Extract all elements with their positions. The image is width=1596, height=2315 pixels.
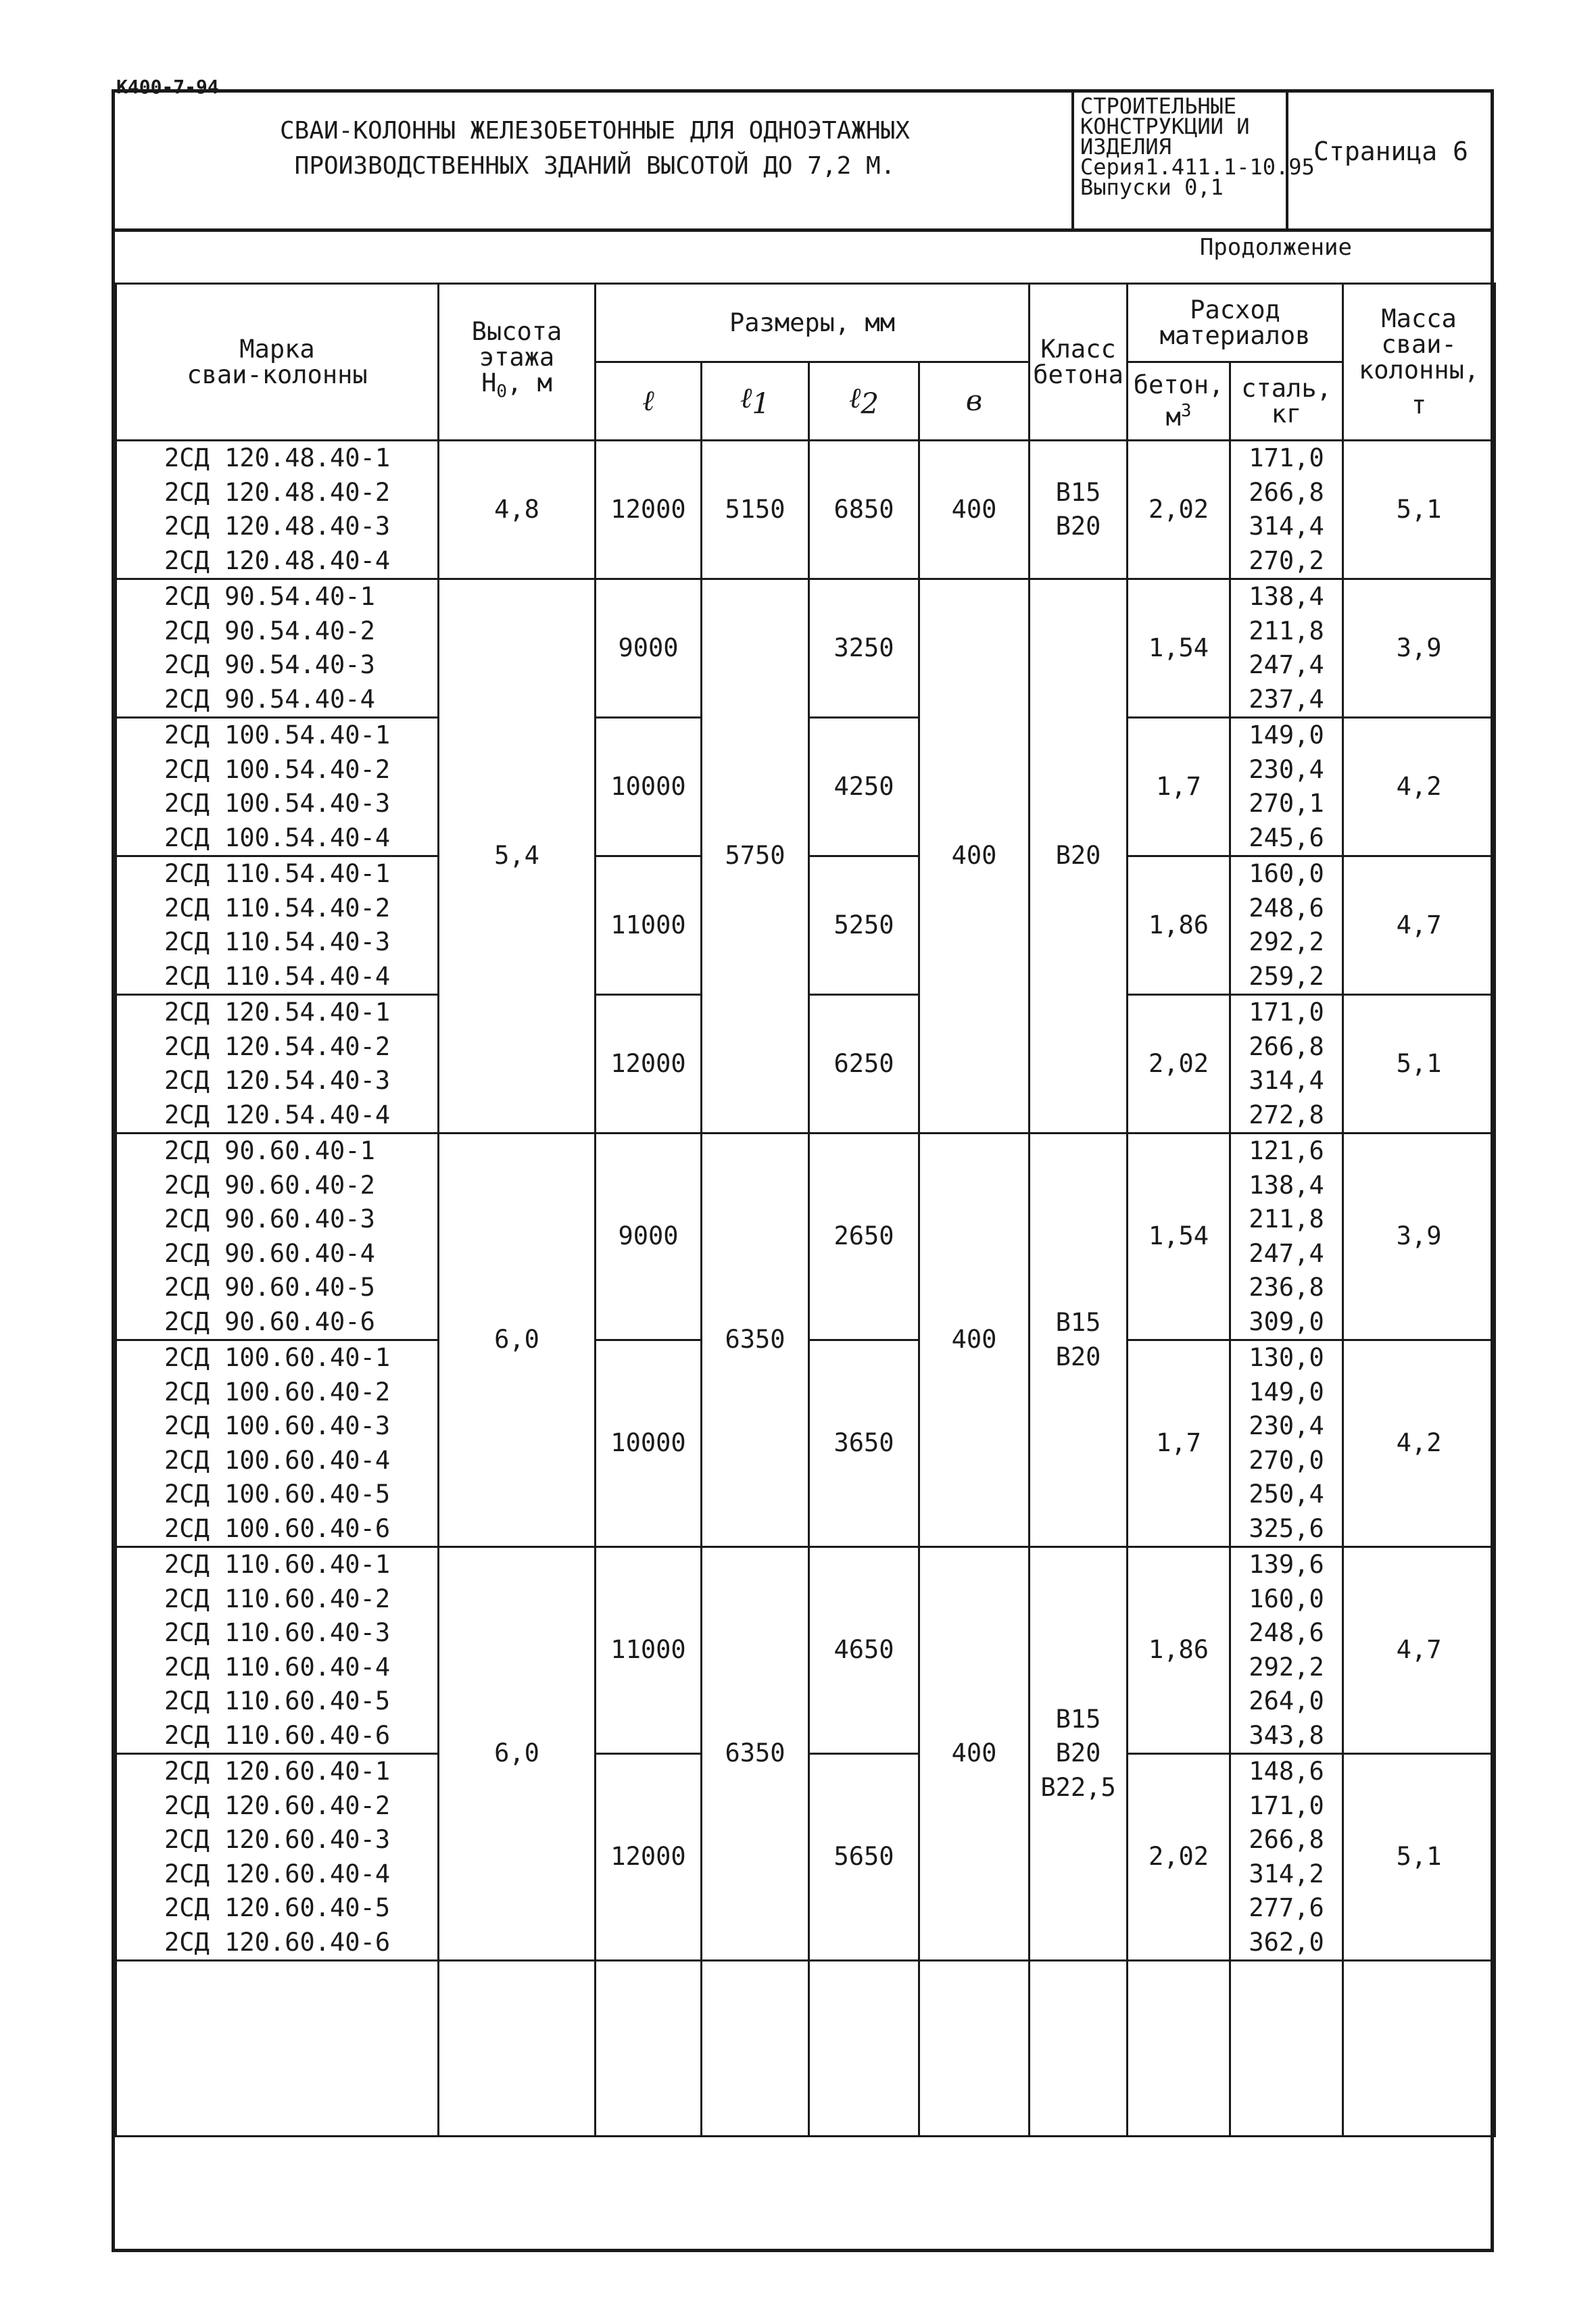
concrete-volume-cell: 1,54 bbox=[1128, 579, 1230, 718]
l2-cell: 6850 bbox=[809, 441, 919, 579]
stamp-line-2: КОНСТРУКЦИИ И bbox=[1080, 114, 1250, 139]
table-row bbox=[116, 579, 1495, 718]
header-l2: ℓ$_2$ bbox=[809, 362, 919, 441]
stamp-line-3: ИЗДЕЛИЯ bbox=[1080, 134, 1171, 160]
mass-cell: 5,1 bbox=[1343, 1754, 1495, 1961]
concrete-class-cell: B15 B20 bbox=[1030, 441, 1128, 579]
header-b: в bbox=[919, 362, 1030, 441]
stamp-line-1: СТРОИТЕЛЬНЫЕ bbox=[1080, 93, 1237, 119]
l1-cell: 6350 bbox=[702, 1134, 809, 1547]
mark-cell: 2СД 120.54.40-1 2СД 120.54.40-2 2СД 120.54.40-3 2СД 120.54.40-4 bbox=[116, 995, 439, 1134]
l2-cell: 4650 bbox=[809, 1547, 919, 1754]
steel-cell: 148,6 171,0 266,8 314,2 277,6 362,0 bbox=[1230, 1754, 1343, 1961]
mass-cell: 5,1 bbox=[1343, 995, 1495, 1134]
table-header bbox=[116, 284, 1495, 441]
mass-cell: 5,1 bbox=[1343, 441, 1495, 579]
stamp-line-5: Выпуски 0,1 bbox=[1080, 174, 1224, 200]
b-cell: 400 bbox=[919, 1547, 1030, 1961]
mark-cell: 2СД 110.54.40-1 2СД 110.54.40-2 2СД 110.54.40-3 2СД 110.54.40-4 bbox=[116, 856, 439, 995]
l-cell: 10000 bbox=[596, 718, 702, 856]
empty-cell bbox=[1030, 1961, 1128, 2137]
empty-cell bbox=[1343, 1961, 1495, 2137]
title-line-2: ПРОИЗВОДСТВЕННЫХ ЗДАНИЙ ВЫСОТОЙ ДО 7,2 М. bbox=[294, 152, 896, 180]
mark-cell: 2СД 90.54.40-1 2СД 90.54.40-2 2СД 90.54.40-3 2СД 90.54.40-4 bbox=[116, 579, 439, 718]
mass-cell: 4,7 bbox=[1343, 856, 1495, 995]
concrete-volume-cell: 1,7 bbox=[1128, 718, 1230, 856]
concrete-volume-cell: 1,86 bbox=[1128, 1547, 1230, 1754]
l-cell: 11000 bbox=[596, 1547, 702, 1754]
b-cell: 400 bbox=[919, 579, 1030, 1134]
l-cell: 12000 bbox=[596, 441, 702, 579]
mass-cell: 3,9 bbox=[1343, 1134, 1495, 1340]
steel-cell: 171,0 266,8 314,4 270,2 bbox=[1230, 441, 1343, 579]
l2-cell: 4250 bbox=[809, 718, 919, 856]
concrete-volume-cell: 1,54 bbox=[1128, 1134, 1230, 1340]
concrete-volume-cell: 1,86 bbox=[1128, 856, 1230, 995]
l-cell: 11000 bbox=[596, 856, 702, 995]
steel-cell: 149,0 230,4 270,1 245,6 bbox=[1230, 718, 1343, 856]
pile-column-table bbox=[115, 283, 1496, 2137]
l1-cell: 5150 bbox=[702, 441, 809, 579]
steel-cell: 138,4 211,8 247,4 237,4 bbox=[1230, 579, 1343, 718]
b-cell: 400 bbox=[919, 441, 1030, 579]
mark-cell: 2СД 120.48.40-1 2СД 120.48.40-2 2СД 120.48.40-3 2СД 120.48.40-4 bbox=[116, 441, 439, 579]
steel-cell: 130,0 149,0 230,4 270,0 250,4 325,6 bbox=[1230, 1340, 1343, 1547]
page-number: Страница 6 bbox=[1313, 137, 1468, 166]
l1-cell: 5750 bbox=[702, 579, 809, 1134]
mass-cell: 4,7 bbox=[1343, 1547, 1495, 1754]
l-cell: 12000 bbox=[596, 995, 702, 1134]
concrete-volume-cell: 2,02 bbox=[1128, 995, 1230, 1134]
header-l1: ℓ$_1$ bbox=[702, 362, 809, 441]
header-l: ℓ bbox=[596, 362, 702, 441]
mark-cell: 2СД 110.60.40-1 2СД 110.60.40-2 2СД 110.60.40-3 2СД 110.60.40-4 2СД 110.60.40-5 2СД 110.60.40-6 bbox=[116, 1547, 439, 1754]
steel-cell: 160,0 248,6 292,2 259,2 bbox=[1230, 856, 1343, 995]
empty-cell bbox=[809, 1961, 919, 2137]
l2-cell: 3650 bbox=[809, 1340, 919, 1547]
mark-cell: 2СД 120.60.40-1 2СД 120.60.40-2 2СД 120.60.40-3 2СД 120.60.40-4 2СД 120.60.40-5 2СД 120.60.40-6 bbox=[116, 1754, 439, 1961]
concrete-volume-cell: 2,02 bbox=[1128, 441, 1230, 579]
concrete-class-cell: B15 B20 bbox=[1030, 1134, 1128, 1547]
continuation-label: Продолжение bbox=[1199, 234, 1352, 261]
empty-cell bbox=[116, 1961, 439, 2137]
document-code: К400-7-94 bbox=[116, 76, 219, 98]
l-cell: 9000 bbox=[596, 579, 702, 718]
mark-cell: 2СД 90.60.40-1 2СД 90.60.40-2 2СД 90.60.40-3 2СД 90.60.40-4 2СД 90.60.40-5 2СД 90.60.40-6 bbox=[116, 1134, 439, 1340]
steel-cell: 139,6 160,0 248,6 292,2 264,0 343,8 bbox=[1230, 1547, 1343, 1754]
l-cell: 12000 bbox=[596, 1754, 702, 1961]
floor-height-cell: 6,0 bbox=[439, 1134, 596, 1547]
header-marka: Марка сваи-колонны bbox=[116, 284, 439, 441]
steel-cell: 171,0 266,8 314,4 272,8 bbox=[1230, 995, 1343, 1134]
table-row bbox=[116, 441, 1495, 579]
l-cell: 10000 bbox=[596, 1340, 702, 1547]
header-materials: Расход материалов bbox=[1128, 284, 1343, 362]
empty-cell bbox=[1230, 1961, 1343, 2137]
l1-cell: 6350 bbox=[702, 1547, 809, 1961]
floor-height-cell: 6,0 bbox=[439, 1547, 596, 1961]
floor-height-cell: 4,8 bbox=[439, 441, 596, 579]
empty-cell bbox=[919, 1961, 1030, 2137]
header-mass: Масса сваи- колонны, т bbox=[1343, 284, 1495, 441]
empty-cell bbox=[439, 1961, 596, 2137]
l2-cell: 5650 bbox=[809, 1754, 919, 1961]
mass-cell: 3,9 bbox=[1343, 579, 1495, 718]
header-concrete-class: Класс бетона bbox=[1030, 284, 1128, 441]
table-row bbox=[116, 1547, 1495, 1754]
empty-cell bbox=[702, 1961, 809, 2137]
document-title bbox=[142, 114, 1048, 184]
table-body bbox=[116, 441, 1495, 2137]
header-steel: сталь, кг bbox=[1230, 362, 1343, 441]
l2-cell: 2650 bbox=[809, 1134, 919, 1340]
b-cell: 400 bbox=[919, 1134, 1030, 1547]
concrete-volume-cell: 1,7 bbox=[1128, 1340, 1230, 1547]
series-stamp bbox=[1080, 93, 1315, 200]
concrete-volume-cell: 2,02 bbox=[1128, 1754, 1230, 1961]
header-sizes: Размеры, мм bbox=[596, 284, 1030, 362]
concrete-class-cell: B15 B20 B22,5 bbox=[1030, 1547, 1128, 1961]
header-divider-stamp bbox=[1071, 89, 1074, 230]
mark-cell: 2СД 100.54.40-1 2СД 100.54.40-2 2СД 100.54.40-3 2СД 100.54.40-4 bbox=[116, 718, 439, 856]
empty-cell bbox=[1128, 1961, 1230, 2137]
floor-height-cell: 5,4 bbox=[439, 579, 596, 1134]
mass-cell: 4,2 bbox=[1343, 718, 1495, 856]
title-line-1: СВАИ-КОЛОННЫ ЖЕЛЕЗОБЕТОННЫЕ ДЛЯ ОДНОЭТАЖНЫХ bbox=[280, 117, 910, 145]
header-concrete: бетон, $м^3$ bbox=[1128, 362, 1230, 441]
mass-cell: 4,2 bbox=[1343, 1340, 1495, 1547]
l-cell: 9000 bbox=[596, 1134, 702, 1340]
concrete-class-cell: B20 bbox=[1030, 579, 1128, 1134]
header-floor-height: Высота этажа $H_0$, м bbox=[439, 284, 596, 441]
l2-cell: 5250 bbox=[809, 856, 919, 995]
l2-cell: 6250 bbox=[809, 995, 919, 1134]
mark-cell: 2СД 100.60.40-1 2СД 100.60.40-2 2СД 100.60.40-3 2СД 100.60.40-4 2СД 100.60.40-5 2СД 100.60.40-6 bbox=[116, 1340, 439, 1547]
steel-cell: 121,6 138,4 211,8 247,4 236,8 309,0 bbox=[1230, 1134, 1343, 1340]
table-row bbox=[116, 1134, 1495, 1340]
l2-cell: 3250 bbox=[809, 579, 919, 718]
stamp-line-4: Серия1.411.1-10.95 bbox=[1080, 154, 1315, 180]
table-row-empty bbox=[116, 1961, 1495, 2137]
empty-cell bbox=[596, 1961, 702, 2137]
